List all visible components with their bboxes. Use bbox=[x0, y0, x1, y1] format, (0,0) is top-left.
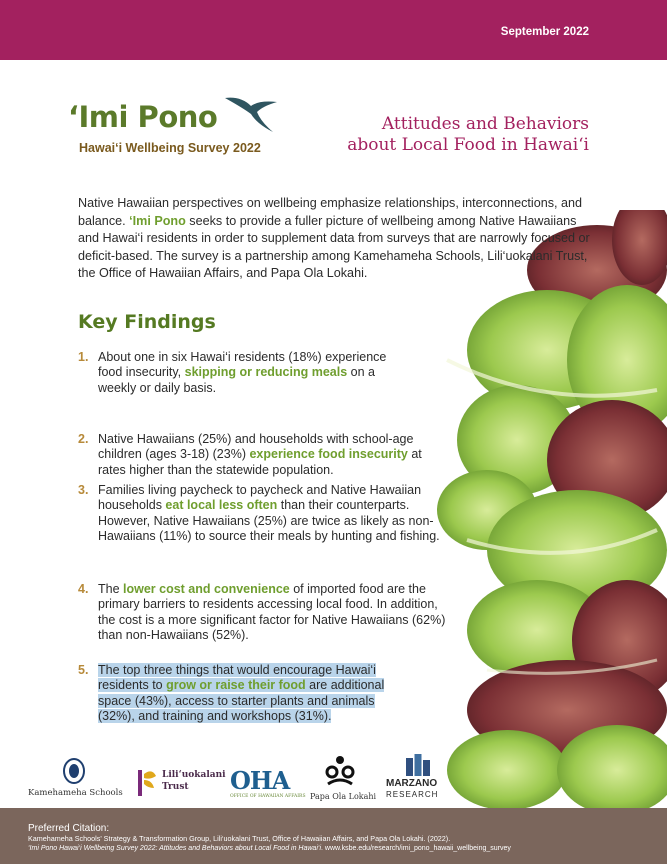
marzano-mark-icon bbox=[406, 754, 430, 776]
finding-text: than their counterparts. However, Native Hawaiians (25%) are twice as likely as non-Hawaiians (11%) to source their meals by hunting and fishing. bbox=[98, 498, 440, 544]
finding-3 bbox=[78, 483, 458, 545]
finding-5 bbox=[78, 663, 408, 725]
papa-ola-lokahi-emblem-icon bbox=[324, 754, 356, 788]
finding-number: 5. bbox=[78, 663, 89, 677]
imi-pono-logo bbox=[68, 100, 288, 160]
key-findings-heading: Key Findings bbox=[78, 311, 216, 333]
liliuokalani-label-2: Trust bbox=[162, 782, 189, 792]
publication-date: September 2022 bbox=[500, 26, 589, 38]
citation-label: Preferred Citation: bbox=[28, 823, 110, 834]
finding-text: are additional space (43%), access to starter plants and animals (32%), and training and workshops (31%). bbox=[98, 678, 385, 724]
finding-emphasis: grow or raise their food bbox=[166, 678, 306, 693]
marzano-logo bbox=[384, 754, 454, 804]
logo-subtitle: Hawai‘i Wellbeing Survey 2022 bbox=[79, 141, 261, 155]
title-line-2: about Local Food in Hawai‘i bbox=[347, 135, 589, 155]
document-title bbox=[347, 114, 589, 156]
citation-source-title: ‘Imi Pono Hawai‘i Wellbeing Survey 2022: Attitudes and Behaviors about Local Food in Hawai‘i bbox=[28, 844, 321, 852]
intro-emphasis: ‘Imi Pono bbox=[129, 213, 186, 228]
finding-text: The top three things that would encourage Hawai‘i residents to bbox=[98, 663, 376, 693]
finding-4 bbox=[78, 582, 448, 644]
liliuokalani-label-1: Lili‘uokalani bbox=[162, 770, 226, 780]
finding-text: of imported food are the primary barriers to residents accessing local food. In addition, the cost is a more significant factor for Native Hawaiians (62%) than non-Hawaiians (52%). bbox=[98, 582, 446, 643]
finding-text: at rates higher than the statewide population. bbox=[98, 447, 422, 477]
oha-logo bbox=[228, 766, 306, 802]
finding-number: 1. bbox=[78, 350, 89, 364]
finding-emphasis: skipping or reducing meals bbox=[184, 365, 348, 380]
oha-wordmark: OHA bbox=[230, 766, 290, 795]
kamehameha-label: Kamehameha Schools bbox=[28, 788, 123, 798]
citation-source-url[interactable]: . www.ksbe.edu/research/imi_pono_hawaii_wellbeing_survey bbox=[321, 844, 511, 852]
lettuce-illustration bbox=[427, 210, 667, 810]
finding-1 bbox=[78, 350, 408, 396]
butterfly-icon bbox=[136, 768, 158, 798]
partner-logos bbox=[0, 752, 667, 808]
top-banner bbox=[0, 0, 667, 60]
marzano-label-1: MARZANO bbox=[386, 778, 438, 789]
intro-text-1: Native Hawaiian perspectives on wellbeing emphasize relationships, interconnections, and balance. bbox=[78, 196, 583, 228]
finding-text: About one in six Hawai‘i residents (18%) experience food insecurity, bbox=[98, 350, 387, 380]
kamehameha-logo bbox=[28, 758, 124, 802]
finding-emphasis: experience food insecurity bbox=[249, 447, 408, 462]
finding-emphasis: eat local less often bbox=[165, 498, 278, 513]
finding-number: 2. bbox=[78, 432, 89, 446]
intro-text-2: seeks to provide a fuller picture of wellbeing among Native Hawaiians and Hawai‘i residents in order to supplement data from surveys that are narrowly focused or deficit-based. The survey is a partnership among Kamehameha Schools, Lili‘uokalani Trust, the Office of Hawaiian Affairs, and Papa Ola Lokahi. bbox=[78, 213, 590, 281]
liliuokalani-logo bbox=[136, 766, 226, 802]
papa-ola-lokahi-logo bbox=[310, 754, 377, 804]
title-line-1: Attitudes and Behaviors bbox=[381, 114, 589, 134]
finding-text: Families living paycheck to paycheck and Native Hawaiian households bbox=[98, 483, 422, 513]
citation-source bbox=[28, 844, 667, 854]
logo-wordmark: ‘Imi Pono bbox=[68, 100, 218, 134]
finding-emphasis: lower cost and convenience bbox=[123, 582, 290, 596]
finding-number: 3. bbox=[78, 483, 89, 497]
citation-text: Kamehameha Schools' Strategy & Transformation Group, Lili‘uokalani Trust, Office of Hawaiian Affairs, and Papa Ola Lokahi. (2022). bbox=[28, 834, 451, 843]
finding-highlight[interactable] bbox=[98, 663, 384, 723]
intro-paragraph bbox=[78, 195, 592, 283]
frigatebird-icon bbox=[223, 92, 279, 136]
finding-number: 4. bbox=[78, 582, 89, 596]
finding-text: The bbox=[98, 582, 124, 596]
marzano-label-2: RESEARCH bbox=[386, 790, 439, 799]
finding-text: on a weekly or daily basis. bbox=[98, 365, 375, 395]
finding-2 bbox=[78, 432, 448, 478]
papa-ola-lokahi-label: Papa Ola Lokahi bbox=[310, 792, 377, 801]
kamehameha-crest-icon bbox=[62, 758, 86, 784]
finding-text: Native Hawaiians (25%) and households with school-age children (ages 3-18) (23%) bbox=[98, 432, 414, 462]
oha-sublabel: OFFICE OF HAWAIIAN AFFAIRS bbox=[230, 794, 306, 799]
citation-footer bbox=[0, 808, 667, 864]
